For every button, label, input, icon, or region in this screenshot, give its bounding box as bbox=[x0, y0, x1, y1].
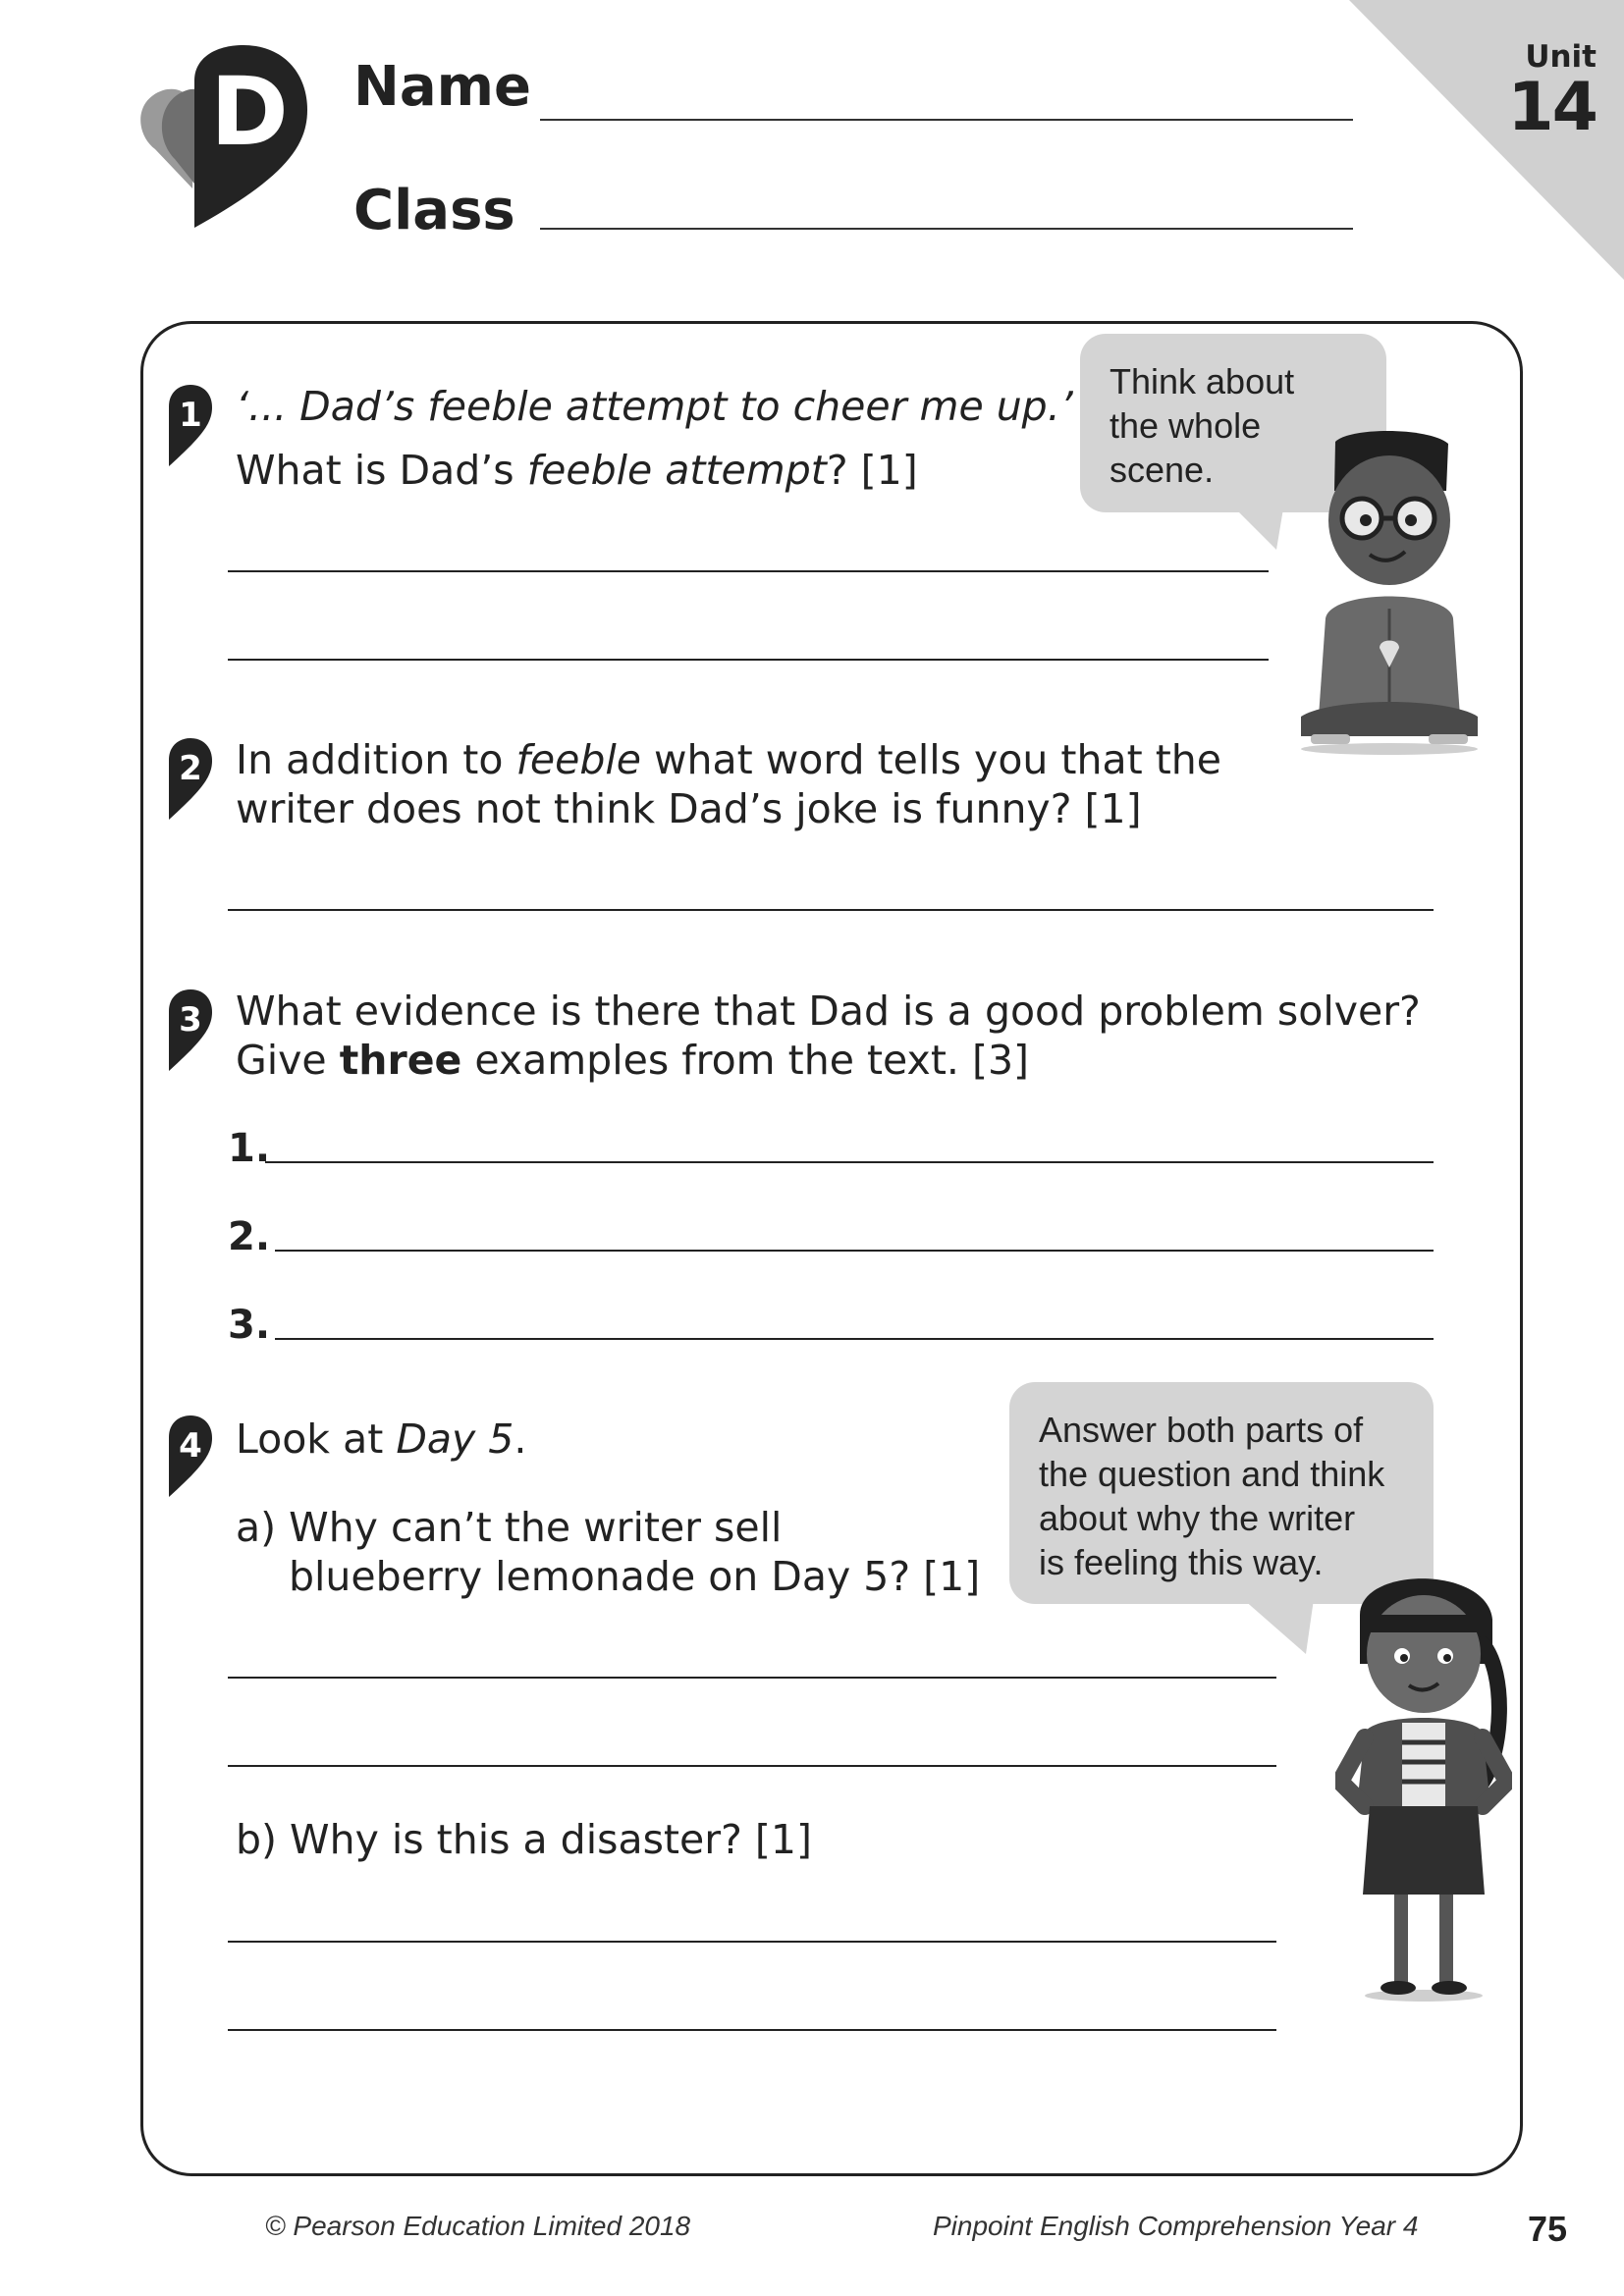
question-1-answer-line[interactable] bbox=[228, 570, 1269, 572]
question-1-marker bbox=[165, 383, 214, 466]
answer-number-3: 3. bbox=[228, 1303, 271, 1348]
question-1-prompt: What is Dad’s feeble attempt? [1] bbox=[236, 447, 918, 494]
question-4b-prompt: b) Why is this a disaster? [1] bbox=[236, 1816, 812, 1863]
question-3-number: 3 bbox=[179, 1000, 202, 1040]
answer-number-1: 1. bbox=[228, 1126, 271, 1171]
hint-line: about why the writer bbox=[1039, 1498, 1356, 1538]
answer-number-2: 2. bbox=[228, 1214, 271, 1259]
class-answer-line[interactable] bbox=[540, 228, 1353, 230]
question-2-line-2: writer does not think Dad’s joke is funny? [1] bbox=[236, 785, 1142, 832]
question-4-intro: Look at Day 5. bbox=[236, 1415, 527, 1463]
class-label: Class bbox=[353, 179, 515, 242]
copyright-text: © Pearson Education Limited 2018 bbox=[265, 2211, 691, 2241]
logo-d-marker bbox=[135, 41, 312, 238]
hint-line: Think about bbox=[1110, 361, 1295, 401]
question-2-line-1: In addition to feeble what word tells you that the bbox=[236, 736, 1222, 783]
question-3-answer-line-1[interactable] bbox=[265, 1161, 1434, 1163]
question-3-answer-line-3[interactable] bbox=[275, 1338, 1434, 1340]
bubble-tail-girl bbox=[1227, 1585, 1316, 1654]
girl-character-illustration bbox=[1335, 1556, 1512, 2002]
question-4a-answer-line[interactable] bbox=[228, 1677, 1276, 1679]
question-3-marker bbox=[165, 988, 214, 1071]
question-2-answer-line[interactable] bbox=[228, 909, 1434, 911]
hint-line: the whole bbox=[1110, 405, 1262, 446]
question-3-answer-line-2[interactable] bbox=[275, 1250, 1434, 1252]
question-4-marker bbox=[165, 1414, 214, 1497]
unit-label: Unit bbox=[1525, 39, 1597, 75]
page-number: 75 bbox=[1528, 2209, 1568, 2249]
question-4a-line-2: blueberry lemonade on Day 5? [1] bbox=[289, 1553, 981, 1600]
name-label: Name bbox=[353, 55, 531, 119]
question-2-marker bbox=[165, 736, 214, 820]
hint-line: Answer both parts of bbox=[1039, 1410, 1364, 1450]
question-1-number: 1 bbox=[179, 396, 202, 435]
question-2-number: 2 bbox=[179, 749, 202, 788]
question-1-quote: ‘... Dad’s feeble attempt to cheer me up.’ bbox=[236, 383, 1073, 430]
unit-number: 14 bbox=[1507, 69, 1597, 146]
logo-letter: D bbox=[210, 57, 289, 167]
boy-character-illustration bbox=[1291, 422, 1483, 756]
question-4-number: 4 bbox=[179, 1426, 202, 1466]
hint-line: is feeling this way. bbox=[1039, 1542, 1324, 1582]
book-title: Pinpoint English Comprehension Year 4 bbox=[933, 2211, 1419, 2241]
question-3-line-2: Give three examples from the text. [3] bbox=[236, 1037, 1030, 1084]
question-4a-line-1: a) Why can’t the writer sell bbox=[236, 1504, 783, 1551]
question-4b-answer-line[interactable] bbox=[228, 1941, 1276, 1943]
hint-line: the question and think bbox=[1039, 1454, 1385, 1494]
hint-line: scene. bbox=[1110, 450, 1215, 490]
name-answer-line[interactable] bbox=[540, 119, 1353, 121]
question-1-answer-line[interactable] bbox=[228, 659, 1269, 661]
question-3-line-1: What evidence is there that Dad is a good problem solver? bbox=[236, 988, 1421, 1035]
question-4a-answer-line[interactable] bbox=[228, 1765, 1276, 1767]
question-4b-answer-line[interactable] bbox=[228, 2029, 1276, 2031]
bubble-tail-boy bbox=[1218, 491, 1286, 550]
